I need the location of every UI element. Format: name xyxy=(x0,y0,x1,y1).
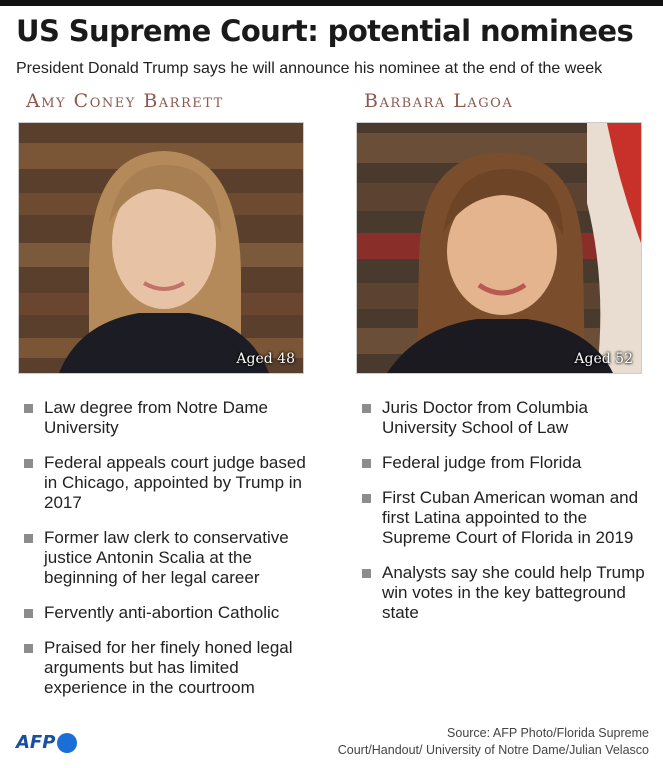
nominee-name: Amy Coney Barrett xyxy=(26,90,224,112)
source-line: Source: AFP Photo/Florida Supreme xyxy=(447,726,649,740)
facts-list xyxy=(356,398,656,623)
page-subtitle: President Donald Trump says he will announce his nominee at the end of the week xyxy=(16,60,603,77)
afp-logo xyxy=(16,732,77,753)
list-item: Fervently anti-abortion Catholic xyxy=(18,603,318,623)
list-item: Federal appeals court judge based in Chicago, appointed by Trump in 2017 xyxy=(18,453,318,513)
page-title: US Supreme Court: potential nominees xyxy=(16,14,634,48)
source-credit xyxy=(249,725,649,759)
age-label: Aged 48 xyxy=(236,351,295,367)
nominee-photo xyxy=(18,122,304,374)
bullet-square-icon xyxy=(24,459,33,468)
age-label: Aged 52 xyxy=(574,351,633,367)
list-item: Former law clerk to conservative justice Antonin Scalia at the beginning of her legal career xyxy=(18,528,318,588)
source-line: Court/Handout/ University of Notre Dame/Julian Velasco xyxy=(337,743,649,757)
bullet-square-icon xyxy=(362,569,371,578)
logo-text: AFP xyxy=(16,732,56,753)
logo-dot-icon xyxy=(57,733,77,753)
nominee-column-barrett xyxy=(18,90,318,713)
bullet-square-icon xyxy=(362,459,371,468)
top-bar xyxy=(0,0,663,6)
portrait-image xyxy=(357,123,641,373)
nominee-photo xyxy=(356,122,642,374)
bullet-square-icon xyxy=(24,609,33,618)
bullet-square-icon xyxy=(24,534,33,543)
nominee-name: Barbara Lagoa xyxy=(364,90,514,112)
bullet-square-icon xyxy=(362,404,371,413)
list-item: Juris Doctor from Columbia University School of Law xyxy=(356,398,656,438)
bullet-square-icon xyxy=(24,644,33,653)
nominee-column-lagoa xyxy=(356,90,656,638)
portrait-image xyxy=(19,123,303,373)
list-item: Law degree from Notre Dame University xyxy=(18,398,318,438)
list-item: Analysts say she could help Trump win votes in the key batteground state xyxy=(356,563,656,623)
bullet-square-icon xyxy=(362,494,371,503)
bullet-square-icon xyxy=(24,404,33,413)
facts-list xyxy=(18,398,318,698)
list-item: First Cuban American woman and first Latina appointed to the Supreme Court of Florida in 2019 xyxy=(356,488,656,548)
list-item: Praised for her finely honed legal arguments but has limited experience in the courtroom xyxy=(18,638,318,698)
list-item: Federal judge from Florida xyxy=(356,453,656,473)
